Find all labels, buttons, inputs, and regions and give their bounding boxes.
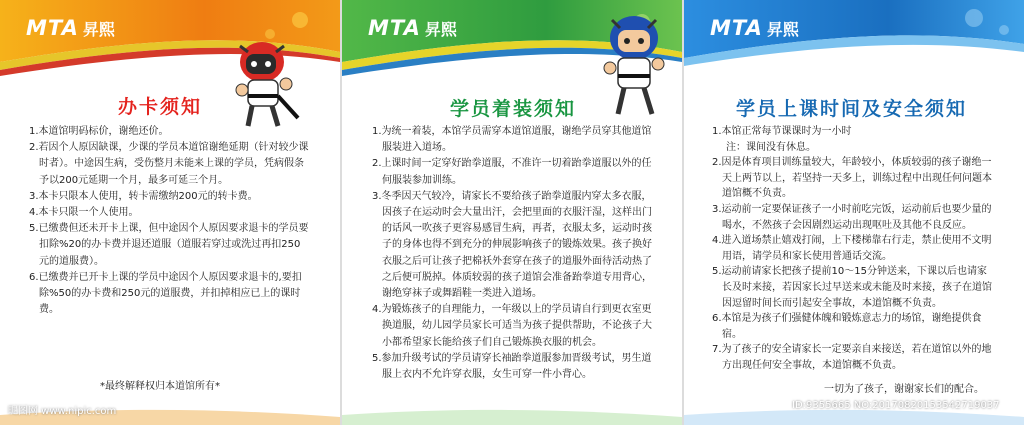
logo-latin: MTA (368, 16, 421, 40)
notice-body (712, 124, 996, 374)
notice-item: 6.已缴费并已开卡上课的学员中途因个人原因要求退卡的,要扣除%50的办卡费和250元的道服费，并扣掉相应已上的课时费。 (29, 271, 302, 316)
notice-item: 3.冬季因天气较冷，请家长不要给孩子跆拳道服内穿太多衣服，因孩子在运动时会大量出汗，会把里面的衣服汗湿，这样出门的话风一吹孩子更容易感冒生病，再者，衣服太多，运动时孩子的身体也得不到充分的伸展影响孩子的锻炼效果。孩子换好衣服之后可让孩子把棉袄外套穿在孩子的道服外面待活动热了之后便可脱掉。体质较弱的孩子道馆会准备跆拳道专用背心，谢绝穿袜子或舞蹈鞋一类进入道场。 (372, 190, 652, 300)
logo-chinese: 昇熙 (766, 19, 799, 39)
panel-title: 办卡须知 (118, 96, 203, 118)
safety-notice-panel (684, 0, 1024, 425)
notice-item: 2.若因个人原因缺课，少课的学员本道馆谢绝延期（针对较少课时者）。中途因生病，受伤整月未能来上课的学员，凭病假条予以200元延期一个月，最多可延三个月。 (29, 142, 309, 186)
brand-logo (26, 16, 115, 40)
brand-logo (710, 16, 799, 40)
notice-item: 1.为统一着装，本馆学员需穿本道馆道服，谢绝学员穿其他道馆服装进入道场。 (372, 126, 652, 154)
red-mascot-image (228, 38, 304, 130)
notice-item: 7.为了孩子的安全请家长一定要亲自来接送，若在道馆以外的地方出现任何安全事故，本道馆概不负责。 (712, 344, 992, 371)
watermark-right: ID:9355665 NO:20170820153542719037 (792, 400, 1000, 411)
brand-logo (368, 16, 457, 40)
notice-body (372, 124, 655, 383)
watermark-left: 昵图网 www.nipic.com (8, 406, 117, 417)
notice-item: 5.运动前请家长把孩子提前10～15分钟送来，下课以后也请家长及时来接，若因家长过早送来或未能及时来接，孩子在道馆因逗留时间长而引起安全事故，本道馆概不负责。 (712, 266, 992, 309)
notice-item: 3.运动前一定要保证孩子一小时前吃完饭，运动前后也要少量的喝水，不然孩子会因剧烈运动出现呕吐及其他不良反应。 (712, 203, 992, 231)
notice-item: 2.因是体育项目训练量较大，年龄较小，体质较弱的孩子谢绝一天上两节以上，若坚持一天多上，训练过程中出现任何问题本道馆概不负责。 (712, 157, 992, 200)
logo-latin: MTA (26, 16, 79, 40)
footer-note: 一切为了孩子，谢谢家长们的配合。 (824, 384, 984, 395)
notice-item: 2.上课时间一定穿好跆拳道服，不准许一切着跆拳道服以外的任何服装参加训练。 (372, 158, 652, 186)
logo-chinese: 昇熙 (424, 19, 457, 39)
panel-title: 学员上课时间及安全须知 (736, 98, 968, 120)
card-notice-panel (0, 0, 340, 425)
header-wave (684, 0, 1024, 80)
notice-item: 5.参加升级考试的学员请穿长袖跆拳道服参加晋级考试，男生道服上衣内不允许穿衣服，女生可穿一件小背心。 (372, 352, 652, 381)
notice-item: 4.进入道场禁止嬉戏打闹，上下楼梯靠右行走，禁止使用不文明用语，请学员和家长使用普通话交流。 (712, 235, 992, 262)
blue-mascot-image (596, 10, 672, 120)
notice-item: 注：课间没有休息。 (726, 141, 816, 153)
notice-item: 1.本道馆明码标价，谢绝还价。 (29, 126, 169, 137)
notice-item: 6.本馆是为孩子们强健体魄和锻炼意志力的场馆，谢绝提供食宿。 (712, 313, 982, 340)
notice-item: 3.本卡只限本人使用，转卡需缴纳200元的转卡费。 (29, 190, 258, 202)
notice-item: 5.已缴费但还未开卡上课，但中途因个人原因要求退卡的学员要扣除%20的办卡费并退还道服（道服若穿过或洗过再扣250元的道服费）。 (29, 223, 309, 267)
panel-title: 学员着装须知 (450, 98, 577, 120)
footer-note: *最终解释权归本道馆所有* (100, 381, 220, 392)
notice-body (29, 124, 309, 318)
notice-item: 4.为锻炼孩子的自理能力，一年级以上的学员请自行到更衣室更换道服，幼儿园学员家长可适当为孩子提供帮助，不论孩子大小都希望家长能给孩子们自己锻炼换衣服的机会。 (372, 304, 652, 348)
logo-latin: MTA (710, 16, 763, 40)
dress-notice-panel (342, 0, 682, 425)
notice-item: 1.本馆正常每节课课时为一小时 (712, 126, 852, 137)
logo-chinese: 昇熙 (82, 19, 115, 39)
notice-item: 4.本卡只限一个人使用。 (29, 207, 139, 219)
bottom-wave (342, 405, 682, 425)
